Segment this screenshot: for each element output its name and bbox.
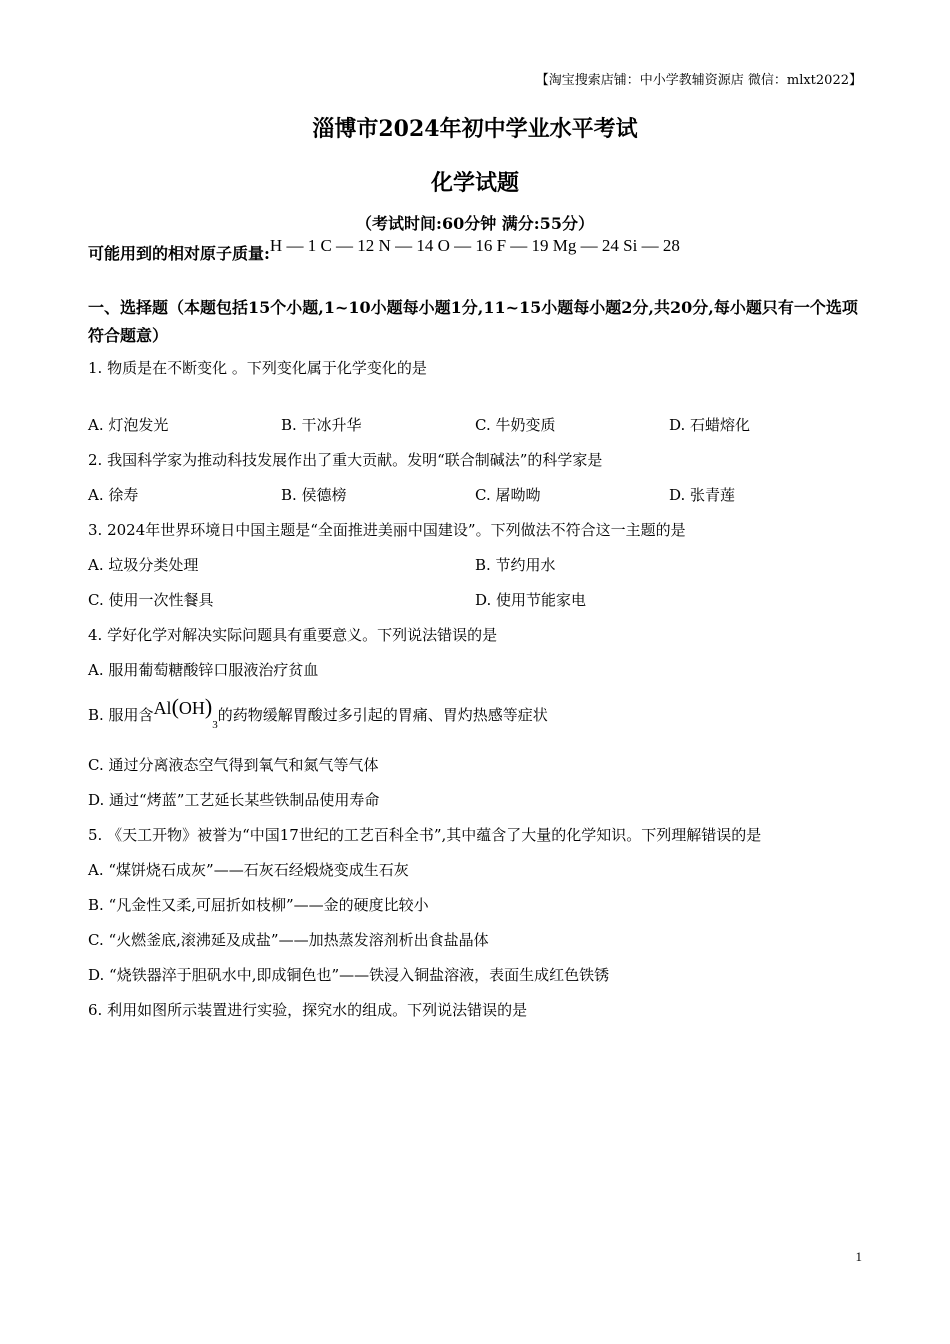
question-2-option-a: A. 徐寿 xyxy=(88,486,139,504)
question-2-option-b: B. 侯德榜 xyxy=(281,486,347,504)
question-1-option-c: C. 牛奶变质 xyxy=(475,416,556,434)
question-4-option-a: A. 服用葡萄糖酸锌口服液治疗贫血 xyxy=(88,661,319,679)
question-1-option-d: D. 石蜡熔化 xyxy=(669,416,751,434)
question-5-option-a: A. “煤饼烧石成灰”——石灰石经煅烧变成生石灰 xyxy=(88,861,409,879)
question-3-stem: 3. 2024年世界环境日中国主题是“全面推进美丽中国建设”。下列做法不符合这一主题的是 xyxy=(88,521,686,539)
question-3-option-c: C. 使用一次性餐具 xyxy=(88,591,214,609)
formula-oh: OH xyxy=(178,698,205,718)
question-1-option-a: A. 灯泡发光 xyxy=(88,416,169,434)
formula-close-paren: ) xyxy=(204,694,213,719)
question-3-option-b: B. 节约用水 xyxy=(475,556,556,574)
question-5-option-c: C. “火燃釜底,滚沸延及成盐”——加热蒸发溶剂析出食盐晶体 xyxy=(88,931,489,949)
exam-info: （考试时间:60分钟 满分:55分） xyxy=(356,214,594,233)
question-4-option-b-suffix: 的药物缓解胃酸过多引起的胃痛、胃灼热感等症状 xyxy=(217,706,548,724)
question-5-stem: 5. 《天工开物》被誉为“中国17世纪的工艺百科全书”,其中蕴含了大量的化学知识。下列理解错误的是 xyxy=(88,826,762,844)
formula-subscript: 3 xyxy=(212,719,218,731)
atomic-masses xyxy=(88,236,680,264)
question-2-option-c: C. 屠呦呦 xyxy=(475,486,541,504)
question-3-option-a: A. 垃圾分类处理 xyxy=(88,556,199,574)
chemical-formula xyxy=(153,694,218,731)
question-4-option-b-prefix: B. 服用含 xyxy=(88,706,154,724)
question-6-stem: 6. 利用如图所示装置进行实验，探究水的组成。下列说法错误的是 xyxy=(88,1001,528,1019)
question-5-option-d: D. “烧铁器淬于胆矾水中,即成铜色也”——铁浸入铜盐溶液，表面生成红色铁锈 xyxy=(88,966,610,984)
question-2-stem: 2. 我国科学家为推动科技发展作出了重大贡献。发明“联合制碱法”的科学家是 xyxy=(88,451,603,469)
question-4-option-c: C. 通过分离液态空气得到氧气和氮气等气体 xyxy=(88,756,379,774)
section-heading: 一、选择题（本题包括15个小题,1~10小题每小题1分,11~15小题每小题2分,共20分,每小题只有一个选项符合题意） xyxy=(88,298,858,345)
question-5-option-b: B. “凡金性又柔,可屈折如枝柳”——金的硬度比较小 xyxy=(88,896,429,914)
header-note: 【淘宝搜索店铺：中小学教辅资源店 微信：mlxt2022】 xyxy=(535,73,862,88)
question-1-option-b: B. 干冰升华 xyxy=(281,416,362,434)
question-2-option-d: D. 张青莲 xyxy=(669,486,736,504)
question-1-stem: 1. 物质是在不断变化 。下列变化属于化学变化的是 xyxy=(88,359,427,377)
page-title: 淄博市2024年初中学业水平考试 xyxy=(312,116,638,142)
formula-al: Al xyxy=(153,698,172,718)
atomic-masses-values: H — 1 C — 12 N — 14 O — 16 F — 19 Mg — 24 Si — 28 xyxy=(269,236,680,255)
formula-open-paren: ( xyxy=(171,694,179,719)
question-4-option-b xyxy=(88,694,548,731)
page-subtitle: 化学试题 xyxy=(430,170,519,196)
question-3-option-d: D. 使用节能家电 xyxy=(475,591,587,609)
question-4-option-d: D. 通过“烤蓝”工艺延长某些铁制品使用寿命 xyxy=(88,791,380,809)
question-4-stem: 4. 学好化学对解决实际问题具有重要意义。下列说法错误的是 xyxy=(88,626,498,644)
page-number: 1 xyxy=(855,1249,862,1264)
atomic-masses-label: 可能用到的相对原子质量: xyxy=(88,244,270,263)
